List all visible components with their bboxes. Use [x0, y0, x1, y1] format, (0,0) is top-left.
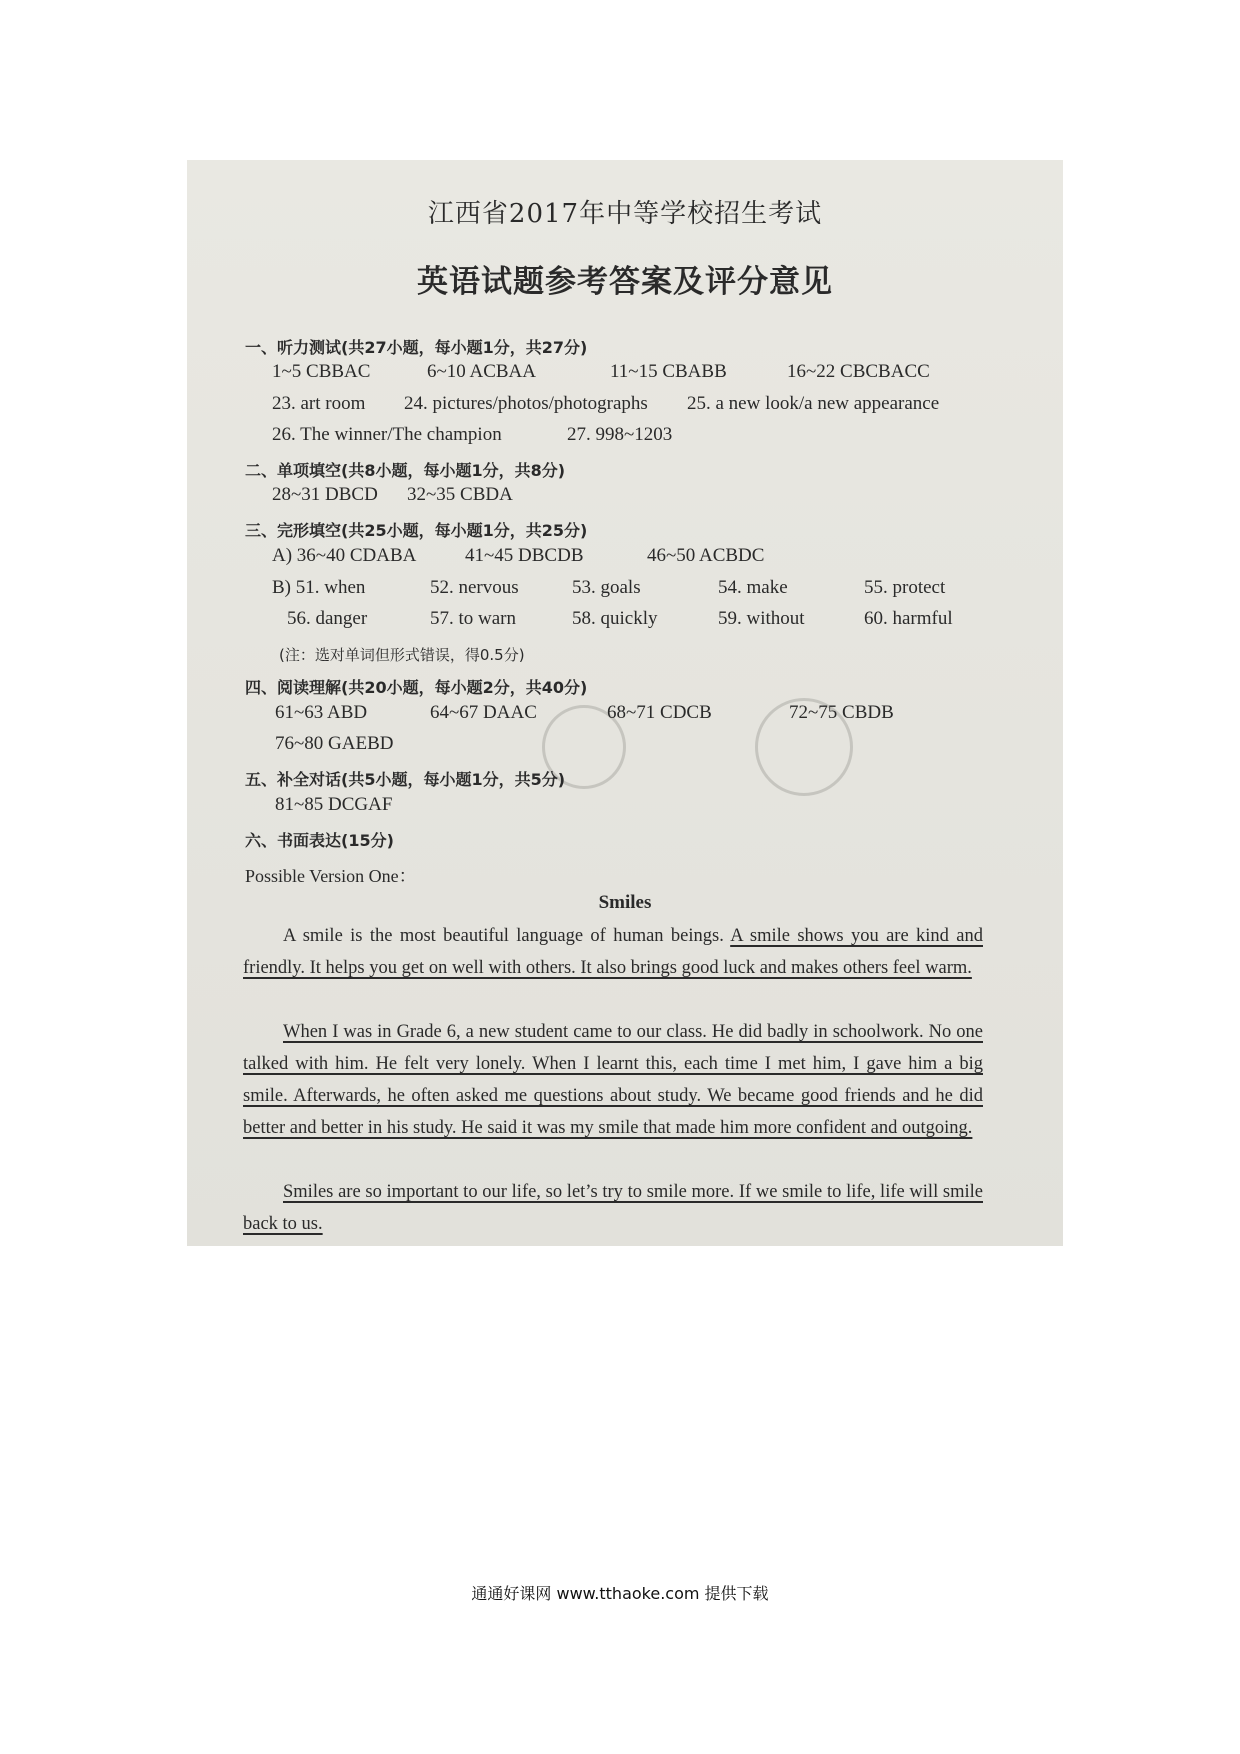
essay-paragraph-1-opening: A smile is the most beautiful language of human beings. — [283, 926, 731, 946]
essay-paragraph-3 — [243, 1176, 983, 1240]
answer-row: 41~45 DBCDB — [465, 545, 584, 566]
answer-row: 56. danger — [287, 608, 368, 629]
answer-row: 60. harmful — [864, 608, 953, 629]
document-subtitle: 英语试题参考答案及评分意见 — [417, 264, 833, 300]
answer-row: 58. quickly — [572, 608, 658, 629]
answer-row: 68~71 CDCB — [607, 702, 712, 723]
answer-row: 57. to warn — [430, 608, 517, 629]
answer-row: A) 36~40 CDABA — [272, 545, 417, 566]
essay-paragraph-1-underlined: A smile shows you are kind and friendly. It helps you get on well with others. It also brings good luck and makes others feel warm. — [243, 926, 983, 978]
answer-row: 59. without — [718, 608, 805, 629]
section-heading-listening: 一、听力测试(共27小题，每小题1分，共27分) — [245, 338, 588, 357]
answer-row: 46~50 ACBDC — [647, 545, 765, 566]
section-heading-cloze: 三、完形填空(共25小题，每小题1分，共25分) — [245, 521, 588, 540]
document-title: 江西省2017年中等学校招生考试 — [427, 199, 823, 229]
answer-row: 23. art room — [272, 393, 366, 414]
essay-paragraph-2-underlined: When I was in Grade 6, a new student came to our class. He did badly in schoolwork. No one talked with him. He felt very lonely. When I learnt this, each time I met him, I gave him a big smile. Afterwards, he often asked me questions about study. We became good friends and he did better and better in his study. He said it was my smile that made him more confident and outgoing. — [243, 1022, 983, 1138]
answer-row: 28~31 DBCD — [272, 484, 378, 505]
section-heading-reading: 四、阅读理解(共20小题，每小题2分，共40分) — [245, 678, 588, 697]
answer-row: 72~75 CBDB — [789, 702, 894, 723]
answer-row: 26. The winner/The champion — [272, 424, 502, 445]
answer-row: 25. a new look/a new appearance — [687, 393, 940, 414]
essay-title: Smiles — [598, 892, 652, 913]
answer-row: 52. nervous — [430, 577, 519, 598]
section-heading-dialogue: 五、补全对话(共5小题，每小题1分，共5分) — [245, 770, 566, 789]
section-heading-single-choice: 二、单项填空(共8小题，每小题1分，共8分) — [245, 461, 566, 480]
answer-row: 55. protect — [864, 577, 946, 598]
answer-row: 16~22 CBCBACC — [787, 361, 930, 382]
answer-row: 76~80 GAEBD — [275, 733, 394, 754]
answer-row: 32~35 CBDA — [407, 484, 513, 505]
essay-paragraph-3-underlined: Smiles are so important to our life, so let’s try to smile more. If we smile to life, life will smile back to us. — [243, 1182, 983, 1234]
answer-row: 64~67 DAAC — [430, 702, 537, 723]
answer-row: 54. make — [718, 577, 788, 598]
essay-version-label: Possible Version One： — [245, 866, 417, 886]
answer-row: B) 51. when — [272, 577, 366, 598]
answer-row: 81~85 DCGAF — [275, 794, 393, 815]
download-credit-footer: 通通好课网 www.tthaoke.com 提供下载 — [471, 1584, 769, 1603]
answer-row: 61~63 ABD — [275, 702, 368, 723]
scanned-answer-sheet-photo — [187, 160, 1063, 1246]
answer-row: 53. goals — [572, 577, 641, 598]
section-heading-writing: 六、书面表达(15分) — [245, 831, 394, 850]
answer-row: 1~5 CBBAC — [272, 361, 371, 382]
scoring-note: (注：选对单词但形式错误，得0.5分) — [279, 646, 525, 664]
answer-row: 27. 998~1203 — [567, 424, 673, 445]
answer-row: 24. pictures/photos/photographs — [404, 393, 648, 414]
answer-row: 6~10 ACBAA — [427, 361, 536, 382]
essay-paragraph-2 — [243, 1016, 983, 1144]
answer-row: 11~15 CBABB — [610, 361, 727, 382]
essay-paragraph-1 — [243, 920, 983, 984]
